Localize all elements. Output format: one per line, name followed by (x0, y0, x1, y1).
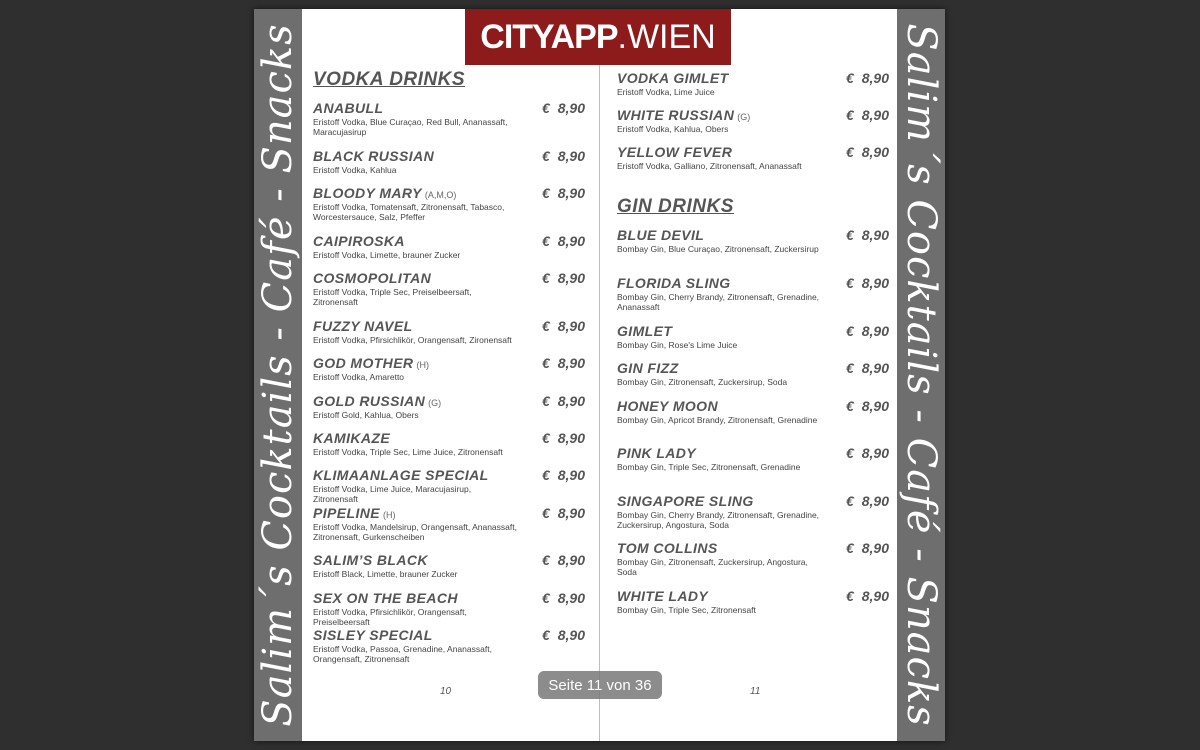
menu-item (313, 505, 585, 542)
item-name: YELLOW FEVER (617, 144, 733, 160)
item-price: € 8,90 (845, 70, 889, 86)
item-name: TOM COLLINS (617, 540, 718, 556)
side-text-right: Salim´s Cocktails - Café - Snacks (898, 23, 944, 727)
item-desc: Eristoff Black, Limette, brauner Zucker (313, 569, 458, 579)
item-desc: Eristoff Vodka, Galliano, Zitronensaft, Ananassaft (617, 161, 802, 171)
page-indicator: Seite 11 von 36 (538, 671, 662, 699)
page-number-left: 10 (440, 686, 452, 697)
menu-item (617, 275, 889, 312)
item-tag: (G) (737, 112, 751, 122)
side-text-left: Salim´s Cocktails - Café - Snacks (255, 23, 301, 727)
item-price: € 8,90 (541, 355, 585, 371)
item-price: € 8,90 (541, 318, 585, 334)
item-name: VODKA GIMLET (617, 70, 729, 86)
menu-item (313, 148, 585, 175)
item-name: GIMLET (617, 323, 673, 339)
item-name: BLOODY MARY (A,M,O) (313, 185, 457, 201)
item-desc: Eristoff Vodka, Passoa, Grenadine, Ananassaft, Orangensaft, Zitronensaft (313, 644, 492, 664)
menu-item (313, 430, 585, 457)
item-price: € 8,90 (845, 540, 889, 556)
item-desc: Eristoff Vodka, Triple Sec, Preiselbeersaft, Zitronensaft (313, 287, 472, 307)
item-desc: Eristoff Vodka, Pfirsichlikör, Orangensaft, Zironensaft (313, 335, 512, 345)
item-price: € 8,90 (845, 398, 889, 414)
item-name: SISLEY SPECIAL (313, 627, 433, 643)
item-name: FUZZY NAVEL (313, 318, 413, 334)
menu-item (313, 185, 585, 222)
item-name: ANABULL (313, 100, 384, 116)
menu-item (313, 627, 585, 664)
item-desc: Bombay Gin, Apricot Brandy, Zitronensaft, Grenadine (617, 415, 818, 425)
logo-domain: .WIEN (617, 17, 716, 56)
menu-item (617, 398, 889, 425)
item-desc: Bombay Gin, Triple Sec, Zitronensaft, Grenadine (617, 462, 801, 472)
page-divider (599, 9, 600, 741)
item-desc: Eristoff Vodka, Blue Curaçao, Red Bull, Ananassaft, Maracujasirup (313, 117, 508, 137)
menu-item (617, 144, 889, 171)
logo-brand: CITYAPP (480, 17, 618, 56)
item-price: € 8,90 (845, 227, 889, 243)
item-price: € 8,90 (541, 627, 585, 643)
menu-item (313, 552, 585, 579)
item-price: € 8,90 (541, 590, 585, 606)
item-desc: Eristoff Vodka, Triple Sec, Lime Juice, Zitronensaft (313, 447, 503, 457)
item-price: € 8,90 (541, 430, 585, 446)
menu-item (617, 227, 889, 254)
item-name: SINGAPORE SLING (617, 493, 754, 509)
right-menu-column (617, 9, 889, 741)
item-price: € 8,90 (541, 100, 585, 116)
item-name: WHITE RUSSIAN (G) (617, 107, 751, 123)
item-desc: Eristoff Vodka, Kahlua (313, 165, 397, 175)
item-tag: (H) (383, 510, 396, 520)
item-desc: Bombay Gin, Rose's Lime Juice (617, 340, 738, 350)
left-menu-column (313, 9, 585, 741)
item-name: GOD MOTHER (H) (313, 355, 429, 371)
item-name: COSMOPOLITAN (313, 270, 432, 286)
item-name: GIN FIZZ (617, 360, 679, 376)
item-name: SEX ON THE BEACH (313, 590, 458, 606)
item-price: € 8,90 (541, 233, 585, 249)
item-price: € 8,90 (541, 148, 585, 164)
section-title-gin: GIN DRINKS (617, 196, 734, 217)
item-name: KLIMAANLAGE SPECIAL (313, 467, 489, 483)
item-price: € 8,90 (541, 505, 585, 521)
item-name: KAMIKAZE (313, 430, 391, 446)
item-tag: (G) (428, 398, 442, 408)
side-band-left (254, 9, 302, 741)
item-name: PINK LADY (617, 445, 697, 461)
menu-item (313, 590, 585, 627)
item-price: € 8,90 (845, 323, 889, 339)
item-price: € 8,90 (541, 270, 585, 286)
item-price: € 8,90 (845, 144, 889, 160)
item-tag: (H) (416, 360, 429, 370)
menu-item (313, 270, 585, 307)
item-name: BLUE DEVIL (617, 227, 705, 243)
item-desc: Eristoff Gold, Kahlua, Obers (313, 410, 419, 420)
item-price: € 8,90 (845, 360, 889, 376)
item-name: PIPELINE (H) (313, 505, 396, 521)
item-desc: Bombay Gin, Blue Curaçao, Zitronensaft, Zuckersirup (617, 244, 819, 254)
item-name: GOLD RUSSIAN (G) (313, 393, 442, 409)
item-price: € 8,90 (845, 493, 889, 509)
menu-item (617, 70, 889, 97)
item-price: € 8,90 (845, 445, 889, 461)
item-price: € 8,90 (541, 393, 585, 409)
side-band-right (897, 9, 945, 741)
item-desc: Eristoff Vodka, Lime Juice, Maracujasirup, Zitronensaft (313, 484, 472, 504)
page-number-right: 11 (750, 686, 761, 697)
item-price: € 8,90 (541, 552, 585, 568)
item-desc: Eristoff Vodka, Limette, brauner Zucker (313, 250, 461, 260)
item-name: HONEY MOON (617, 398, 718, 414)
item-desc: Bombay Gin, Triple Sec, Zitronensaft (617, 605, 756, 615)
menu-item (313, 233, 585, 260)
item-name: CAIPIROSKA (313, 233, 405, 249)
item-name: BLACK RUSSIAN (313, 148, 435, 164)
section-title-vodka: VODKA DRINKS (313, 69, 466, 90)
menu-item (617, 323, 889, 350)
menu-item (313, 355, 585, 382)
menu-item (617, 493, 889, 530)
item-name: FLORIDA SLING (617, 275, 731, 291)
item-desc: Bombay Gin, Cherry Brandy, Zitronensaft, Grenadine, Zuckersirup, Angostura, Soda (617, 510, 820, 530)
item-desc: Bombay Gin, Cherry Brandy, Zitronensaft, Grenadine, Ananassaft (617, 292, 820, 312)
item-price: € 8,90 (845, 107, 889, 123)
menu-item (313, 318, 585, 345)
menu-item (313, 393, 585, 420)
item-desc: Eristoff Vodka, Kahlua, Obers (617, 124, 729, 134)
item-desc: Eristoff Vodka, Amaretto (313, 372, 405, 382)
item-tag: (A,M,O) (424, 190, 457, 200)
menu-item (617, 107, 889, 134)
item-price: € 8,90 (541, 467, 585, 483)
item-desc: Eristoff Vodka, Lime Juice (617, 87, 715, 97)
menu-item (313, 467, 585, 504)
menu-spread (254, 9, 945, 741)
item-desc: Eristoff Vodka, Tomatensaft, Zitronensaft, Tabasco, Worcestersauce, Salz, Pfeffer (313, 202, 505, 222)
item-price: € 8,90 (845, 588, 889, 604)
item-price: € 8,90 (845, 275, 889, 291)
item-desc: Eristoff Vodka, Mandelsirup, Orangensaft, Ananassaft, Zitronensaft, Gurkenscheiben (313, 522, 517, 542)
item-name: WHITE LADY (617, 588, 709, 604)
menu-item (617, 360, 889, 387)
menu-item (617, 588, 889, 615)
menu-item (617, 445, 889, 472)
item-name: SALIM’S BLACK (313, 552, 428, 568)
item-desc: Bombay Gin, Zitronensaft, Zuckersirup, Soda (617, 377, 788, 387)
item-desc: Bombay Gin, Zitronensaft, Zuckersirup, Angostura, Soda (617, 557, 808, 577)
menu-item (313, 100, 585, 137)
item-price: € 8,90 (541, 185, 585, 201)
menu-item (617, 540, 889, 577)
item-desc: Eristoff Vodka, Pfirsichlikör, Orangensaft, Preiselbeersaft (313, 607, 467, 627)
